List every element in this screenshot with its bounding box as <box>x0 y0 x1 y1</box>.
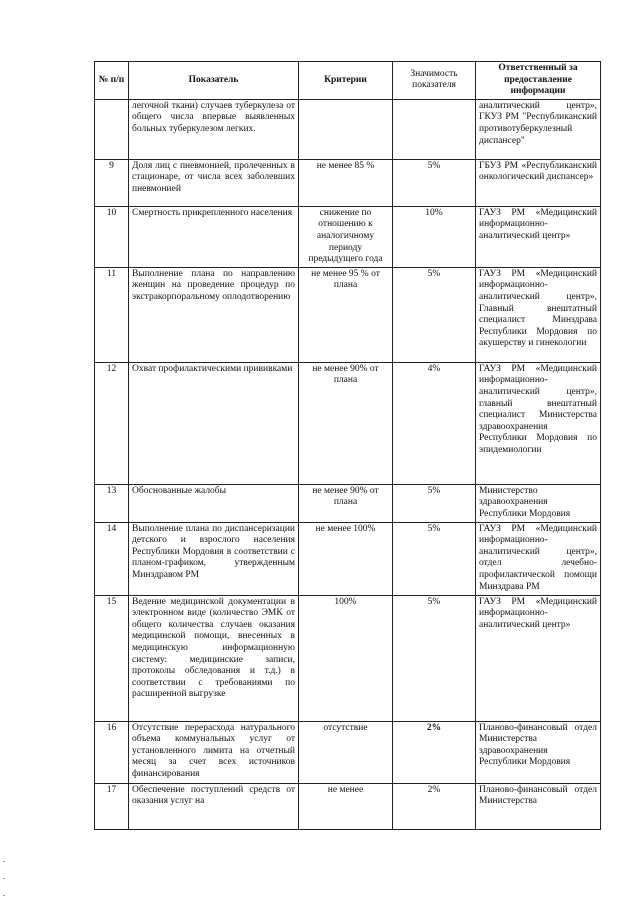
row-indicator: Ведение медицинской документации в электронном виде (количество ЭМК от общего количества случаев оказания медицинской помощи, внесенных в медицинскую информационную систему: медицинские записи, протоколы обследования и т.д.) в соответствии с требованиями по расширенной выгрузке <box>129 595 299 721</box>
row-value <box>393 99 476 159</box>
table-row <box>95 721 601 783</box>
header-indicator: Показатель <box>129 62 299 100</box>
table-row <box>95 267 601 362</box>
row-criteria: не менее 90% от плана <box>299 362 393 484</box>
row-value: 5% <box>393 595 476 721</box>
row-value: 2% <box>393 721 476 783</box>
row-responsible: Министерство здравоохранения Республики Мордовия <box>476 484 601 522</box>
row-criteria: не менее 85 % <box>299 159 393 206</box>
row-value: 4% <box>393 362 476 484</box>
margin-mark <box>3 861 5 862</box>
table-header-row <box>95 62 601 100</box>
row-value: 2% <box>393 783 476 829</box>
row-num: 12 <box>95 362 129 484</box>
row-num: 9 <box>95 159 129 206</box>
row-num: 17 <box>95 783 129 829</box>
row-num <box>95 99 129 159</box>
header-criteria: Критерии <box>299 62 393 100</box>
row-indicator: Доля лиц с пневмонией, пролеченных в стационаре, от числа всех заболевших пневмонией <box>129 159 299 206</box>
row-value: 5% <box>393 484 476 522</box>
row-responsible: ГАУЗ РМ «Медицинский информационно-аналитический центр», Главный внештатный специалист Минздрава Республики Мордовия по акушерству и гинекологии <box>476 267 601 362</box>
row-num: 13 <box>95 484 129 522</box>
row-value: 5% <box>393 522 476 595</box>
row-criteria: не менее 90% от плана <box>299 484 393 522</box>
row-criteria: отсутствие <box>299 721 393 783</box>
row-num: 14 <box>95 522 129 595</box>
row-num: 11 <box>95 267 129 362</box>
row-value: 5% <box>393 159 476 206</box>
row-criteria: снижение по отношению к аналогичному периоду предыдущего года <box>299 206 393 267</box>
row-responsible: Планово-финансовый отдел Министерства <box>476 783 601 829</box>
row-responsible: ГАУЗ РМ «Медицинский информационно-аналитический центр» <box>476 595 601 721</box>
row-criteria: не менее 100% <box>299 522 393 595</box>
row-indicator: Обоснованные жалобы <box>129 484 299 522</box>
row-indicator: Выполнение плана по диспансеризации детского и взрослого населения Республики Мордовия в соответствии с планом-графиком, утвержденным Минздравом РМ <box>129 522 299 595</box>
margin-mark <box>3 895 5 896</box>
row-indicator: Охват профилактическими прививками <box>129 362 299 484</box>
row-criteria: 100% <box>299 595 393 721</box>
row-indicator: Смертность прикрепленного населения <box>129 206 299 267</box>
row-indicator: Отсутствие перерасхода натурального объема коммунальных услуг от установленного лимита на отчетный месяц за счет всех источников финансирования <box>129 721 299 783</box>
table-row <box>95 362 601 484</box>
table-row <box>95 522 601 595</box>
table-row <box>95 484 601 522</box>
table-row <box>95 595 601 721</box>
header-responsible: Ответственный за предоставление информации <box>476 62 601 100</box>
row-indicator: легочной ткани) случаев туберкулеза от общего числа впервые выявленных больных туберкулезом легких. <box>129 99 299 159</box>
table-row <box>95 99 601 159</box>
row-responsible: Планово-финансовый отдел Министерства здравоохранения Республики Мордовия <box>476 721 601 783</box>
table-row <box>95 159 601 206</box>
table-row <box>95 783 601 829</box>
margin-mark <box>3 878 5 879</box>
row-responsible: ГАУЗ РМ «Медицинский информационно-аналитический центр», главный внештатный специалист Министерства здравоохранения Республики Мордовия по эпидемиологии <box>476 362 601 484</box>
row-criteria: не менее <box>299 783 393 829</box>
row-value: 5% <box>393 267 476 362</box>
row-indicator: Обеспечение поступлений средств от оказания услуг на <box>129 783 299 829</box>
row-criteria: не менее 95 % от плана <box>299 267 393 362</box>
row-responsible: ГАУЗ РМ «Медицинский информационно-аналитический центр», отдел лечебно-профилактической помощи Минздрава РМ <box>476 522 601 595</box>
row-responsible: аналитический центр», ГКУЗ РМ "Республиканский противотуберкулезный диспансер" <box>476 99 601 159</box>
row-criteria <box>299 99 393 159</box>
row-responsible: ГБУЗ РМ «Республиканский онкологический диспансер» <box>476 159 601 206</box>
row-responsible: ГАУЗ РМ «Медицинский информационно-аналитический центр» <box>476 206 601 267</box>
row-num: 16 <box>95 721 129 783</box>
header-num: № п/п <box>95 62 129 100</box>
row-indicator: Выполнение плана по направлению женщин на проведение процедур по экстракорпоральному оплодотворению <box>129 267 299 362</box>
indicators-table <box>94 61 601 830</box>
row-num: 15 <box>95 595 129 721</box>
row-value: 10% <box>393 206 476 267</box>
header-value: Значимость показателя <box>393 62 476 100</box>
table-row <box>95 206 601 267</box>
row-num: 10 <box>95 206 129 267</box>
